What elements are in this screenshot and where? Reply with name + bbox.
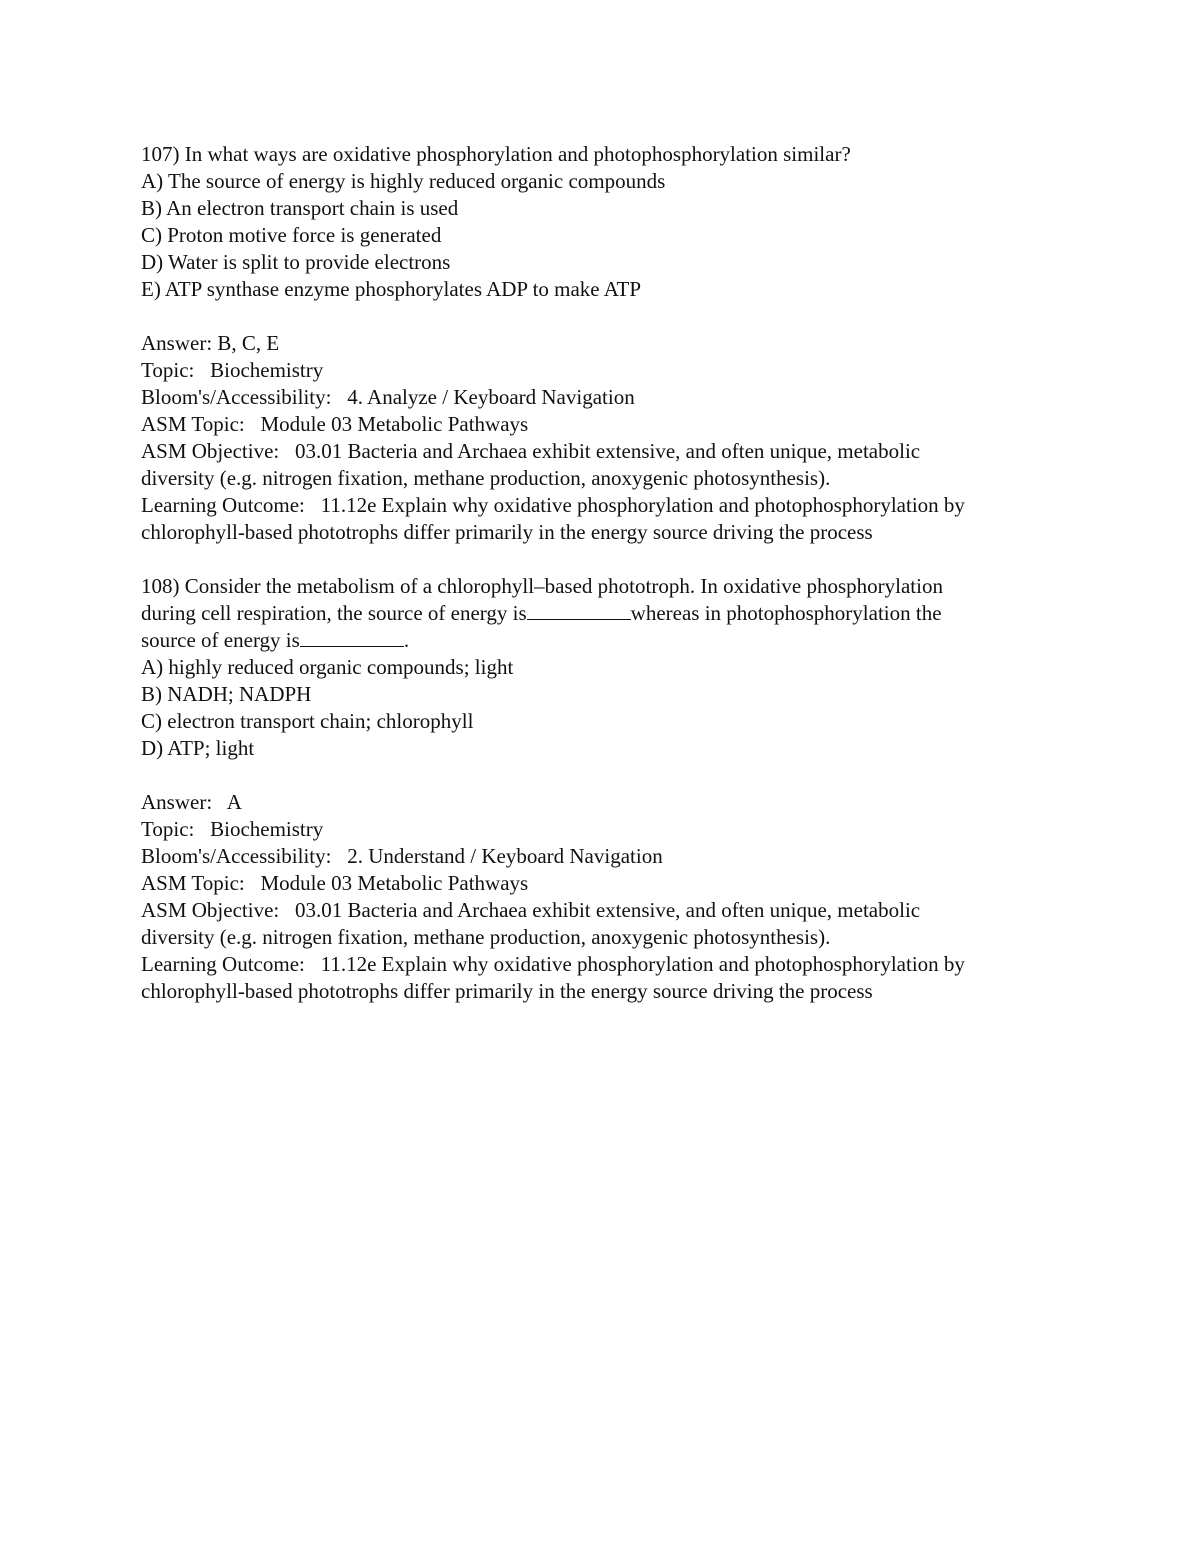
- topic-label: Topic:: [141, 358, 195, 382]
- question-text-fragment: .: [403, 628, 410, 652]
- outcome-label: Learning Outcome:: [141, 952, 305, 976]
- document-page: [141, 141, 1071, 1005]
- outcome-line: [141, 492, 1071, 519]
- option-d: D) Water is split to provide electrons: [141, 250, 451, 274]
- question-text-line3: [141, 627, 1071, 654]
- asm-topic-value: Module 03 Metabolic Pathways: [260, 412, 529, 436]
- answer-value: A: [226, 790, 242, 814]
- question-block-108: [141, 573, 1071, 1005]
- asm-objective-line: [141, 438, 1071, 465]
- option-c: C) electron transport chain; chlorophyll: [141, 709, 474, 733]
- blooms-label: Bloom's/Accessibility:: [141, 385, 332, 409]
- option-a: A) highly reduced organic compounds; light: [141, 655, 514, 679]
- topic-value: Biochemistry: [210, 358, 324, 382]
- spacer: [141, 546, 1071, 573]
- answer-line: [141, 789, 1071, 816]
- blooms-label: Bloom's/Accessibility:: [141, 844, 332, 868]
- outcome-cont: chlorophyll-based phototrophs differ primarily in the energy source driving the process: [141, 979, 873, 1003]
- blooms-value: 2. Understand / Keyboard Navigation: [347, 844, 663, 868]
- blooms-value: 4. Analyze / Keyboard Navigation: [347, 385, 635, 409]
- option-b: B) NADH; NADPH: [141, 682, 312, 706]
- answer-value: B, C, E: [217, 331, 280, 355]
- asm-topic-label: ASM Topic:: [141, 871, 245, 895]
- topic-value: Biochemistry: [210, 817, 324, 841]
- outcome-value: 11.12e Explain why oxidative phosphorylation and photophosphorylation by: [320, 493, 965, 517]
- outcome-value: 11.12e Explain why oxidative phosphorylation and photophosphorylation by: [320, 952, 965, 976]
- option-a: A) The source of energy is highly reduced organic compounds: [141, 169, 666, 193]
- option-c: C) Proton motive force is generated: [141, 223, 442, 247]
- blooms-line: [141, 843, 1071, 870]
- asm-objective-label: ASM Objective:: [141, 898, 280, 922]
- fill-blank: [300, 627, 404, 647]
- question-text-fragment: whereas in photophosphorylation the: [630, 601, 942, 625]
- asm-objective-cont: diversity (e.g. nitrogen fixation, methane production, anoxygenic photosynthesis).: [141, 466, 831, 490]
- asm-objective-cont: diversity (e.g. nitrogen fixation, methane production, anoxygenic photosynthesis).: [141, 925, 831, 949]
- question-text-fragment: source of energy is: [141, 628, 300, 652]
- answer-label: Answer:: [141, 790, 213, 814]
- topic-label: Topic:: [141, 817, 195, 841]
- asm-objective-value: 03.01 Bacteria and Archaea exhibit extensive, and often unique, metabolic: [294, 439, 921, 463]
- asm-topic-value: Module 03 Metabolic Pathways: [260, 871, 529, 895]
- asm-topic-line: [141, 870, 1071, 897]
- answer-label: Answer:: [141, 331, 213, 355]
- asm-topic-line: [141, 411, 1071, 438]
- asm-objective-value: 03.01 Bacteria and Archaea exhibit extensive, and often unique, metabolic: [294, 898, 921, 922]
- topic-line: [141, 357, 1071, 384]
- question-text-line2: [141, 600, 1071, 627]
- option-d: D) ATP; light: [141, 736, 255, 760]
- answer-line: [141, 330, 1071, 357]
- outcome-cont: chlorophyll-based phototrophs differ primarily in the energy source driving the process: [141, 520, 873, 544]
- option-e: E) ATP synthase enzyme phosphorylates ADP to make ATP: [141, 277, 642, 301]
- question-text-line1: 108) Consider the metabolism of a chlorophyll–based phototroph. In oxidative phosphorylation: [141, 574, 943, 598]
- topic-line: [141, 816, 1071, 843]
- outcome-label: Learning Outcome:: [141, 493, 305, 517]
- question-block-107: [141, 141, 1071, 546]
- option-b: B) An electron transport chain is used: [141, 196, 459, 220]
- asm-objective-line: [141, 897, 1071, 924]
- outcome-line: [141, 951, 1071, 978]
- spacer: [141, 762, 1071, 789]
- asm-objective-label: ASM Objective:: [141, 439, 280, 463]
- asm-topic-label: ASM Topic:: [141, 412, 245, 436]
- question-text-fragment: during cell respiration, the source of energy is: [141, 601, 527, 625]
- question-text: 107) In what ways are oxidative phosphorylation and photophosphorylation similar?: [141, 142, 851, 166]
- blooms-line: [141, 384, 1071, 411]
- spacer: [141, 303, 1071, 330]
- fill-blank: [527, 600, 631, 620]
